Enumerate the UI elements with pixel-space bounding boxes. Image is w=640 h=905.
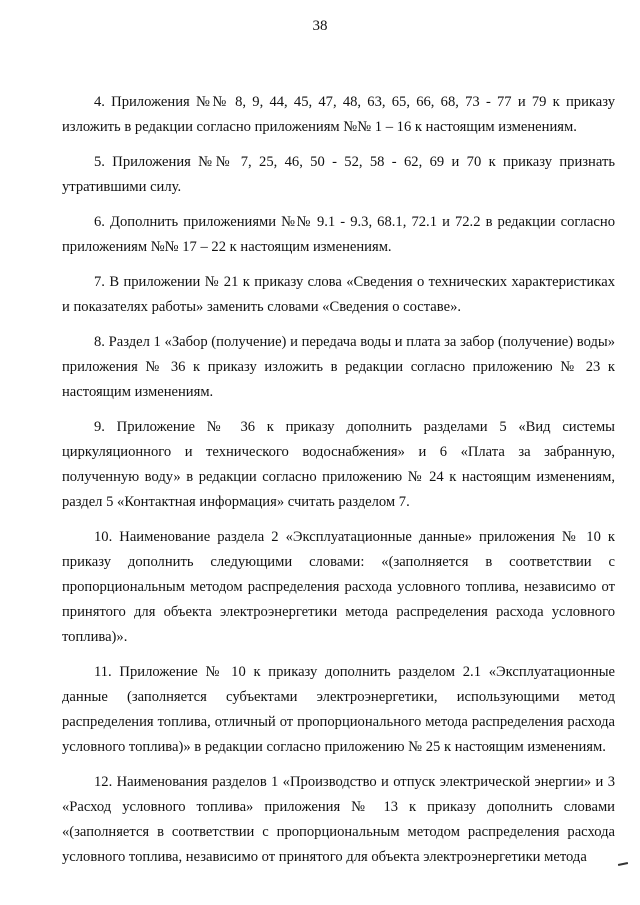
paragraph-item-11: 11. Приложение № 10 к приказу дополнить разделом 2.1 «Эксплуатационные данные (заполняется субъектами электроэнергетики, использующими метод распределения топлива, отличный от пропорционального метода распределения расхода условного топлива)» в редакции согласно приложению № 25 к настоящим изменениям.: [62, 664, 615, 755]
paragraph-item-8: 8. Раздел 1 «Забор (получение) и передача воды и плата за забор (получение) воды» приложения № 36 к приказу изложить в редакции согласно приложению № 23 к настоящим изменениям.: [62, 334, 615, 400]
paragraph-item-10: 10. Наименование раздела 2 «Эксплуатационные данные» приложения № 10 к приказу дополнить следующими словами: «(заполняется в соответствии с пропорциональным методом распределения расхода условного топлива, независимо от принятого для объекта электроэнергетики метода распределения расхода условного топлива)».: [62, 529, 615, 645]
document-body: [62, 90, 615, 870]
page-number: 38: [312, 18, 328, 34]
paragraph-item-5: 5. Приложения №№ 7, 25, 46, 50 - 52, 58 - 62, 69 и 70 к приказу признать утратившими силу.: [62, 154, 615, 195]
paragraph-item-7: 7. В приложении № 21 к приказу слова «Сведения о технических характеристиках и показателях работы» заменить словами «Сведения о составе».: [62, 274, 615, 315]
scan-mark: [618, 862, 628, 866]
paragraph-item-12: 12. Наименования разделов 1 «Производство и отпуск электрической энергии» и 3 «Расход условного топлива» приложения № 13 к приказу дополнить словами «(заполняется в соответствии с пропорциональным методом распределения расхода условного топлива, независимо от принятого для объекта электроэнергетики метода: [62, 774, 615, 865]
paragraph-item-6: 6. Дополнить приложениями №№ 9.1 - 9.3, 68.1, 72.1 и 72.2 в редакции согласно приложениям №№ 17 – 22 к настоящим изменениям.: [62, 214, 615, 255]
paragraph-item-9: 9. Приложение № 36 к приказу дополнить разделами 5 «Вид системы циркуляционного и технического водоснабжения» и 6 «Плата за забранную, полученную воду» в редакции согласно приложению № 24 к настоящим изменениям, раздел 5 «Контактная информация» считать разделом 7.: [62, 419, 615, 510]
paragraph-item-4: 4. Приложения №№ 8, 9, 44, 45, 47, 48, 63, 65, 66, 68, 73 - 77 и 79 к приказу изложить в редакции согласно приложениям №№ 1 – 16 к настоящим изменениям.: [62, 94, 615, 135]
